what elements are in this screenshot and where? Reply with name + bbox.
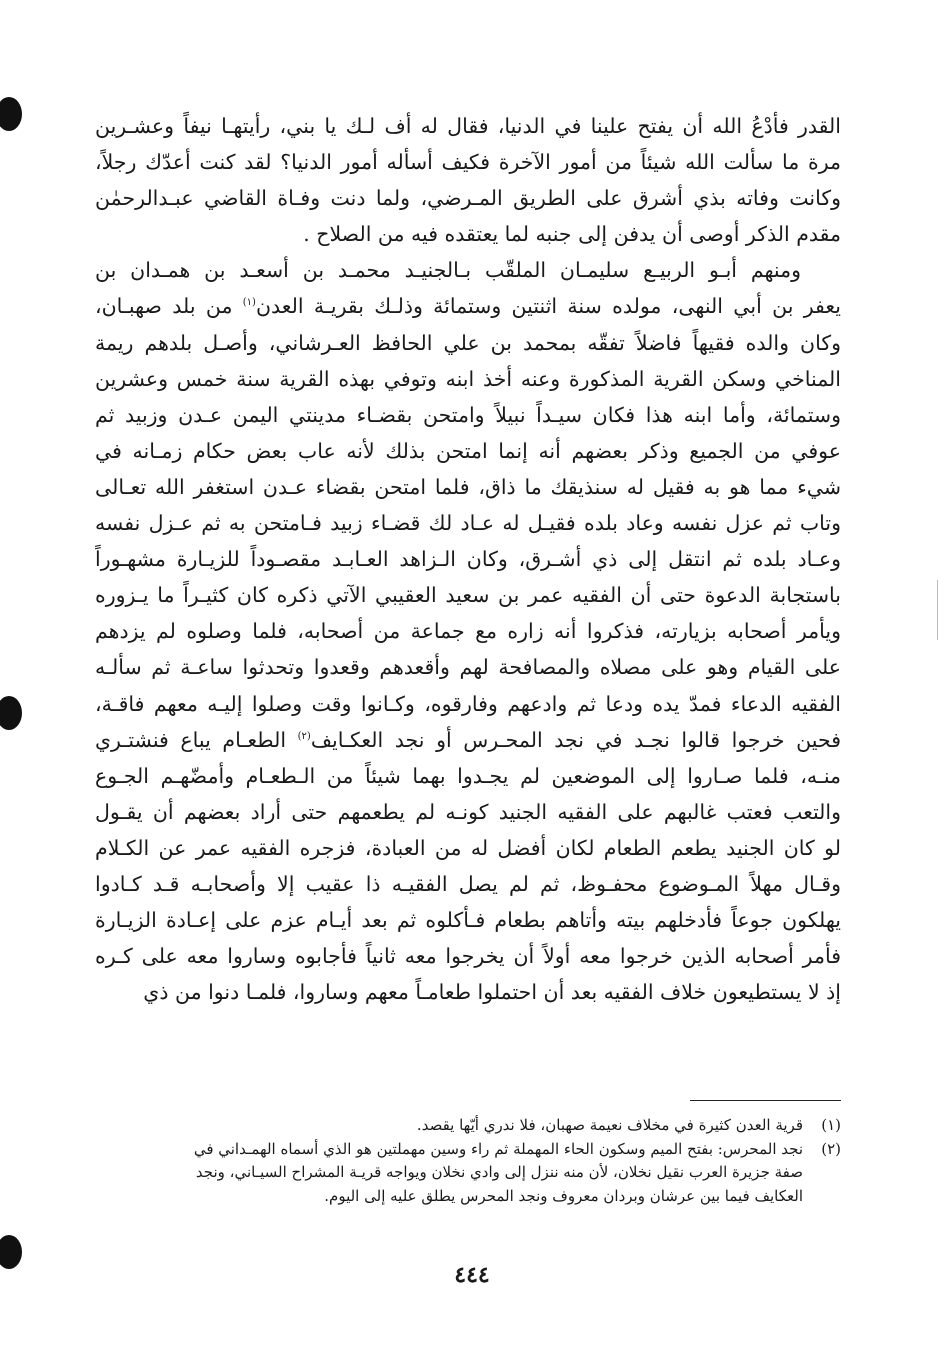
footnote-separator: [690, 1100, 841, 1101]
text-line-25: إذ لا يستطيعون خلاف الفقيه بعد أن احتملوا طعامـاً معهم وساروا، فلمـا دنوا من ذي: [143, 980, 841, 1005]
text-line-6: [95, 288, 841, 324]
footnote-2-continuation-1: صفة جزيرة العرب نقيل نخلان، لأن منه ننزل إلى وادي نخلان ويواجه قريـة المشراح السيـاني، ونجد: [195, 1163, 803, 1181]
text-line-16: على القيام وهو على مصلاه والمصافحة لهم وأقعدهم وقعدوا وتحدثوا ساعـة ثم سألـه: [95, 655, 841, 680]
footnote-2-continuation-2: العكايف فيما بين عرشان وبردان معروف ونجد المحرس يطلق عليه إلى اليوم.: [324, 1186, 803, 1205]
text-line-14: باستجابة الدعوة حتى أن الفقيه عمر بن سعيد العقيبي الآتي ذكره كان كثيـراً ما يـزوره: [95, 583, 841, 608]
text-line-23: يهلكون جوعاً فأدخلهم بيته وأتاهم بطعام فـأكلوه ثم بعد أيـام عزم على إعـادة الزيـارة: [95, 908, 841, 933]
text-line-15: ويأمر أصحابه بزيارته، فذكروا أنه زاره مع جماعة من أصحابه، فلما وصلوه لم يزدهم: [95, 619, 841, 644]
footnote-2: [95, 1138, 841, 1162]
text-line-5: ومنهم أبـو الربيـع سليمـان الملقّب بـالجنيـد محمـد بن أسعـد بن همـدان بن: [95, 258, 801, 283]
text-line-18: [95, 722, 841, 758]
text-line-11: شيء مما هو به فقيل له سنذيقك ما ذاق، فلما امتحن بقضاء عـدن استغفر الله تعـالى: [95, 474, 841, 499]
footnote-ref-1[interactable]: (١): [242, 297, 256, 309]
footnotes: [95, 1114, 841, 1208]
footnote-2-number: (٢): [821, 1139, 841, 1158]
text-line-18-tail: الطعـام يباع فنشتـري: [95, 727, 298, 752]
text-line-19: منـه، فلما صـاروا إلى الموضعين لم يجـدوا بهما شيئاً من الـطعـام وأمضّهـم الجـوع: [95, 763, 841, 788]
page-number: ٤٤٤: [454, 1262, 490, 1288]
text-line-21: لو كان الجنيد يطعم الطعام لكان أفضل له من العبادة، فزجره الفقيه عمر عن الكـلام: [95, 835, 841, 860]
text-line-12: وتاب ثم عزل نفسه وعاد بلده فقيـل له عـاد لك قضـاء زبيد فـامتحن به ثم عـزل نفسه: [95, 511, 841, 536]
footnote-1-number: (١): [821, 1116, 841, 1134]
text-line-10: عوفي من الجميع وذكر بعضهم أنه إنما امتحن بذلك لأنه عاب بعض حكام زمـانه في: [95, 438, 841, 463]
text-line-3: وكانت وفاته بذي أشرق على الطريق المـرضي، ولما دنت وفـاة القاضي عبـدالرحمٰن: [95, 186, 841, 211]
footnote-2-text: نجد المحرس: بفتح الميم وسكون الحاء المهملة ثم راء وسين مهملتين هو الذي أسماه الهمـداني في: [193, 1139, 803, 1158]
binding-hole-top: [0, 97, 22, 131]
text-line-4: مقدم الذكر أوصى أن يدفن إلى جنبه لما يعتقده فيه من الصلاح .: [303, 222, 841, 247]
text-line-8: المناخي وسكن القرية المذكورة وعنه أخذ ابنه وتوفي بهذه القرية سنة خمس وعشرين: [95, 366, 841, 391]
text-line-24: فأمر أصحابه الذين خرجوا معه أولاً أن يخرجوا معه ثانياً فأجابوه وساروا معه على كـره: [95, 944, 841, 969]
main-body-text: [95, 108, 841, 1010]
text-line-6-body: يعفر بن أبي النهى، مولده سنة اثنتين وستمائة وذلـك بقريـة العدن: [255, 294, 841, 319]
footnote-1: [95, 1114, 841, 1138]
text-line-6-tail: من بلد صهبـان،: [95, 294, 243, 319]
text-line-2: مرة ما سألت الله شيئاً من أمور الآخرة فكيف أسأله أمور الدنيا؟ لقد كنت أعدّك رجلاً،: [95, 150, 841, 175]
text-line-1: القدر فأدْعُ الله أن يفتح علينا في الدنيا، فقال له أف لـك يا بني، رأيتهـا نيفاً وعشـرين: [95, 114, 841, 138]
text-line-22: وقـال مهلاً المـوضوع محفـوظ، ثم لم يصل الفقيـه ذا عقيب إلا وأصحابـه قـد كـادوا: [95, 871, 841, 896]
text-line-13: وعـاد بلده ثم انتقل إلى ذي أشـرق، وكان الـزاهد العـابـد مقصـوداً للزيـارة مشهـوراً: [95, 547, 841, 572]
text-line-7: وكان والده فقيهاً فاضلاً تفقّه بمحمد بن علي الحافظ العـرشاني، وأصـل بلدهم ريمة: [95, 330, 841, 355]
footnote-ref-2[interactable]: (٢): [297, 730, 311, 742]
text-line-18-body: فحين خرجوا قالوا نجـد في نجد المحـرس أو نجد العكـايف: [310, 727, 841, 752]
text-line-9: وستمائة، وأما ابنه هذا فكان سيـداً نبيلاً وامتحن بقضـاء مدينتي اليمن عـدن وزبيد ثم: [95, 402, 841, 427]
text-line-20: والتعب فعتب غالبهم على الفقيه الجنيد كونـه لم يطعمهم حتى أراد بعضهم أن يقـول: [95, 799, 841, 824]
text-line-17: الفقيه الدعاء فمدّ يده ودعا ثم وادعهم وفارقوه، وكـانوا وقت وصلوا إليـه معهم فاقـة،: [95, 691, 841, 716]
footnote-1-text: قرية العدن كثيرة في مخلاف نعيمة صهبان، فلا ندري أيّها يقصد.: [416, 1116, 803, 1134]
page-edge-mark: [937, 580, 938, 640]
binding-hole-middle: [0, 696, 22, 730]
